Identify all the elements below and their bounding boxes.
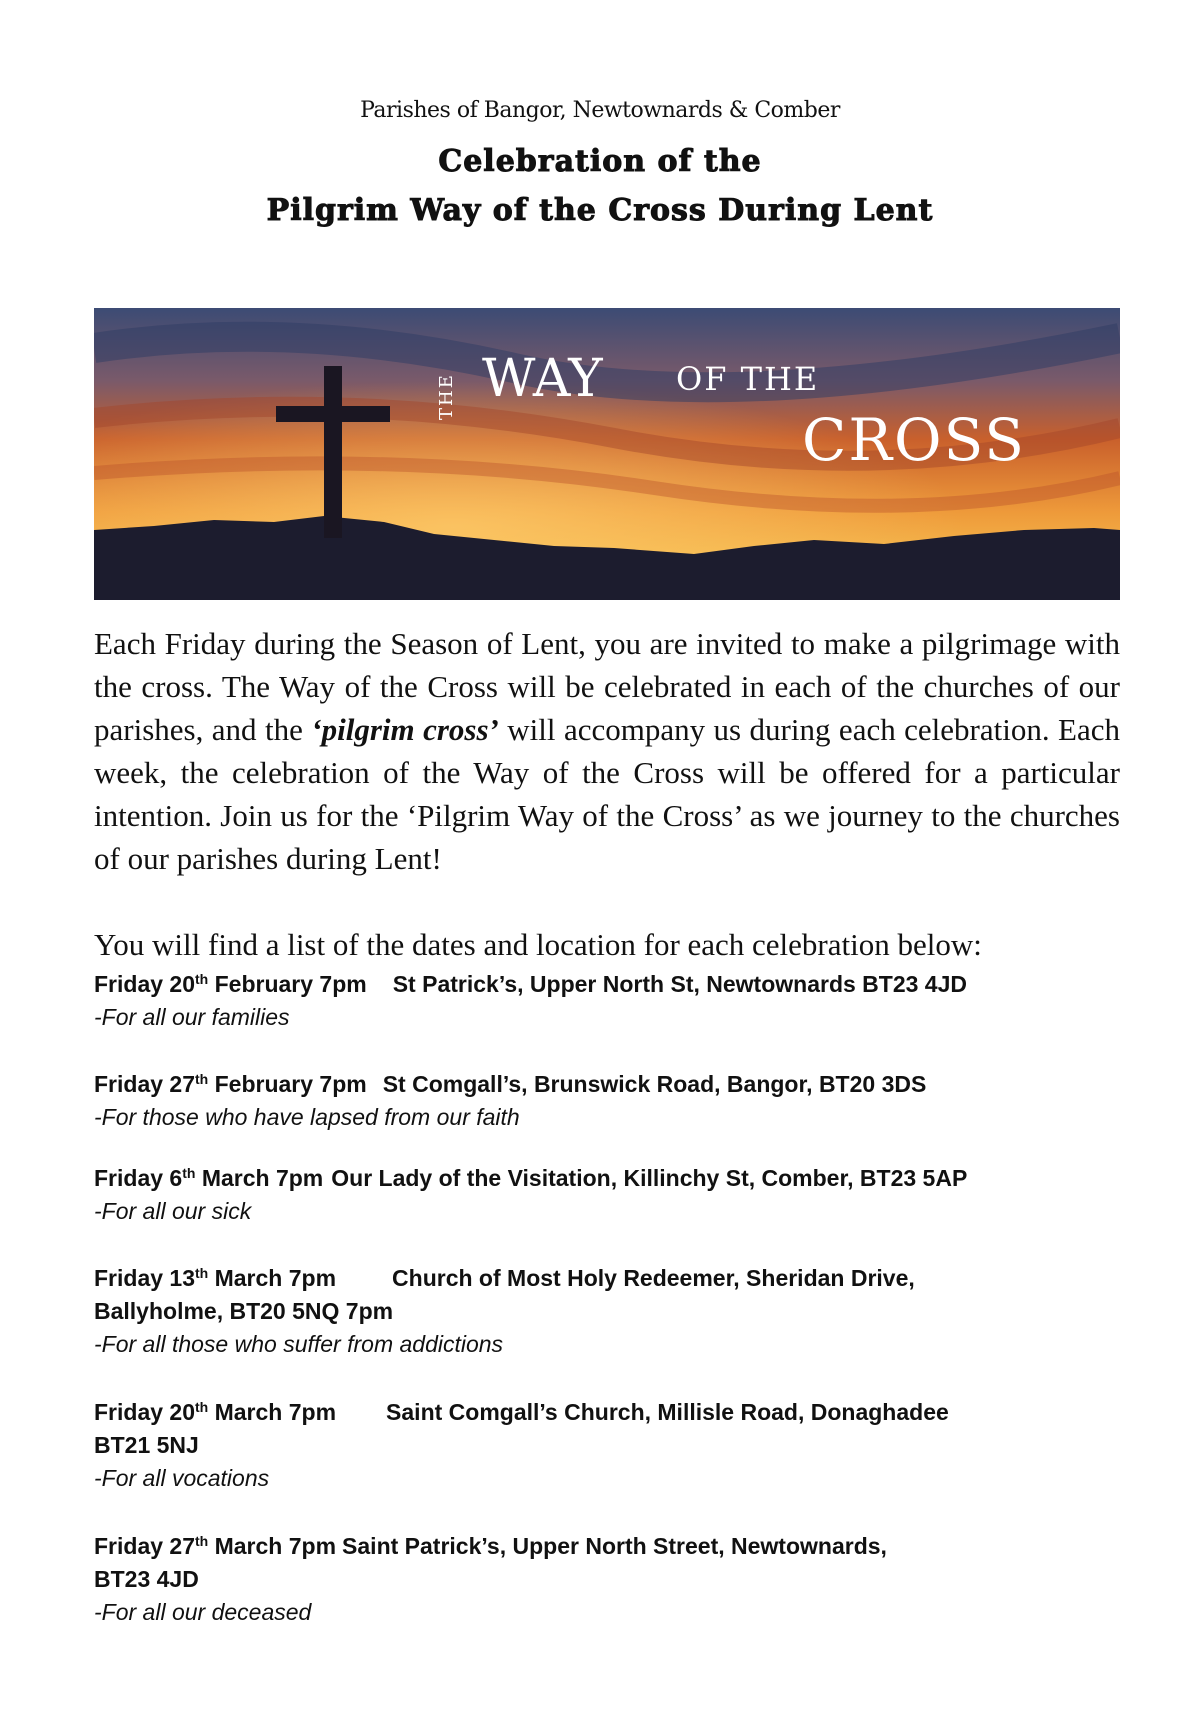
parishes-heading: Parishes of Bangor, Newtownards & Comber — [360, 98, 840, 123]
entry-intention: -For all our deceased — [94, 1599, 312, 1625]
intro-paragraph — [94, 622, 1120, 880]
list-item — [94, 1396, 1134, 1495]
entry-intention: -For all vocations — [94, 1465, 270, 1491]
entry-date: Friday 27th March 7pm — [94, 1533, 337, 1559]
list-item — [94, 1068, 1134, 1134]
list-intro-line: You will find a list of the dates and location for each celebration below: — [94, 927, 982, 962]
list-item — [94, 1530, 1134, 1629]
title-line-1: Celebration of the — [438, 144, 762, 179]
intro-text-a: Each Friday during the Season of Lent, you are invited to make a pilgrimage with the cross. The Way of the Cross will be celebrated in each of the churches of our parishes, and the — [94, 626, 1120, 747]
entry-location-line-2: BT21 5NJ — [94, 1432, 199, 1458]
banner-word-way: WAY — [482, 349, 603, 409]
entry-location: St Comgall’s, Brunswick Road, Bangor, BT20 3DS — [382, 1071, 927, 1097]
banner-word-the: THE — [436, 373, 457, 420]
entry-intention: -For all our families — [94, 1004, 290, 1030]
entry-intention: -For all those who suffer from addictions — [94, 1331, 504, 1357]
entry-location: Our Lady of the Visitation, Killinchy St, Comber, BT23 5AP — [331, 1165, 968, 1191]
entry-date: Friday 6th March 7pm — [94, 1165, 324, 1191]
banner-image — [94, 308, 1120, 600]
banner-word-of-the: OF THE — [676, 360, 820, 398]
entry-date: Friday 20th February 7pm — [94, 971, 367, 997]
title-line-2: Pilgrim Way of the Cross During Lent — [266, 193, 934, 228]
entry-location-line-2: Ballyholme, BT20 5NQ 7pm — [94, 1298, 394, 1324]
entry-intention: -For all our sick — [94, 1198, 252, 1224]
entry-location-line-2: BT23 4JD — [94, 1566, 199, 1592]
entry-intention: -For those who have lapsed from our faith — [94, 1104, 520, 1130]
list-item — [94, 1262, 1134, 1361]
cross-icon — [324, 366, 342, 538]
banner-word-cross: CROSS — [802, 406, 1027, 474]
entry-date: Friday 20th March 7pm — [94, 1399, 337, 1425]
entry-location: St Patrick’s, Upper North St, Newtownards BT23 4JD — [392, 971, 967, 997]
pilgrim-cross-emphasis: ‘pilgrim cross’ — [311, 712, 499, 747]
entry-date: Friday 27th February 7pm — [94, 1071, 367, 1097]
way-of-the-cross-banner — [94, 308, 1120, 600]
list-item — [94, 1162, 1134, 1228]
intro-text-b: will accompany us during each celebration. Each week, the celebration of the Way of the Cross will be offered for a particular intention. Join us for the ‘Pilgrim Way of the Cross’ as we journey to the churches of our parishes during Lent! — [94, 712, 1120, 876]
entry-date: Friday 13th March 7pm — [94, 1265, 337, 1291]
list-item — [94, 968, 1134, 1034]
entry-location: Saint Comgall’s Church, Millisle Road, Donaghadee — [386, 1399, 949, 1425]
entry-location: Church of Most Holy Redeemer, Sheridan Drive, — [392, 1265, 915, 1291]
entry-location: Saint Patrick’s, Upper North Street, Newtownards, — [342, 1533, 887, 1559]
